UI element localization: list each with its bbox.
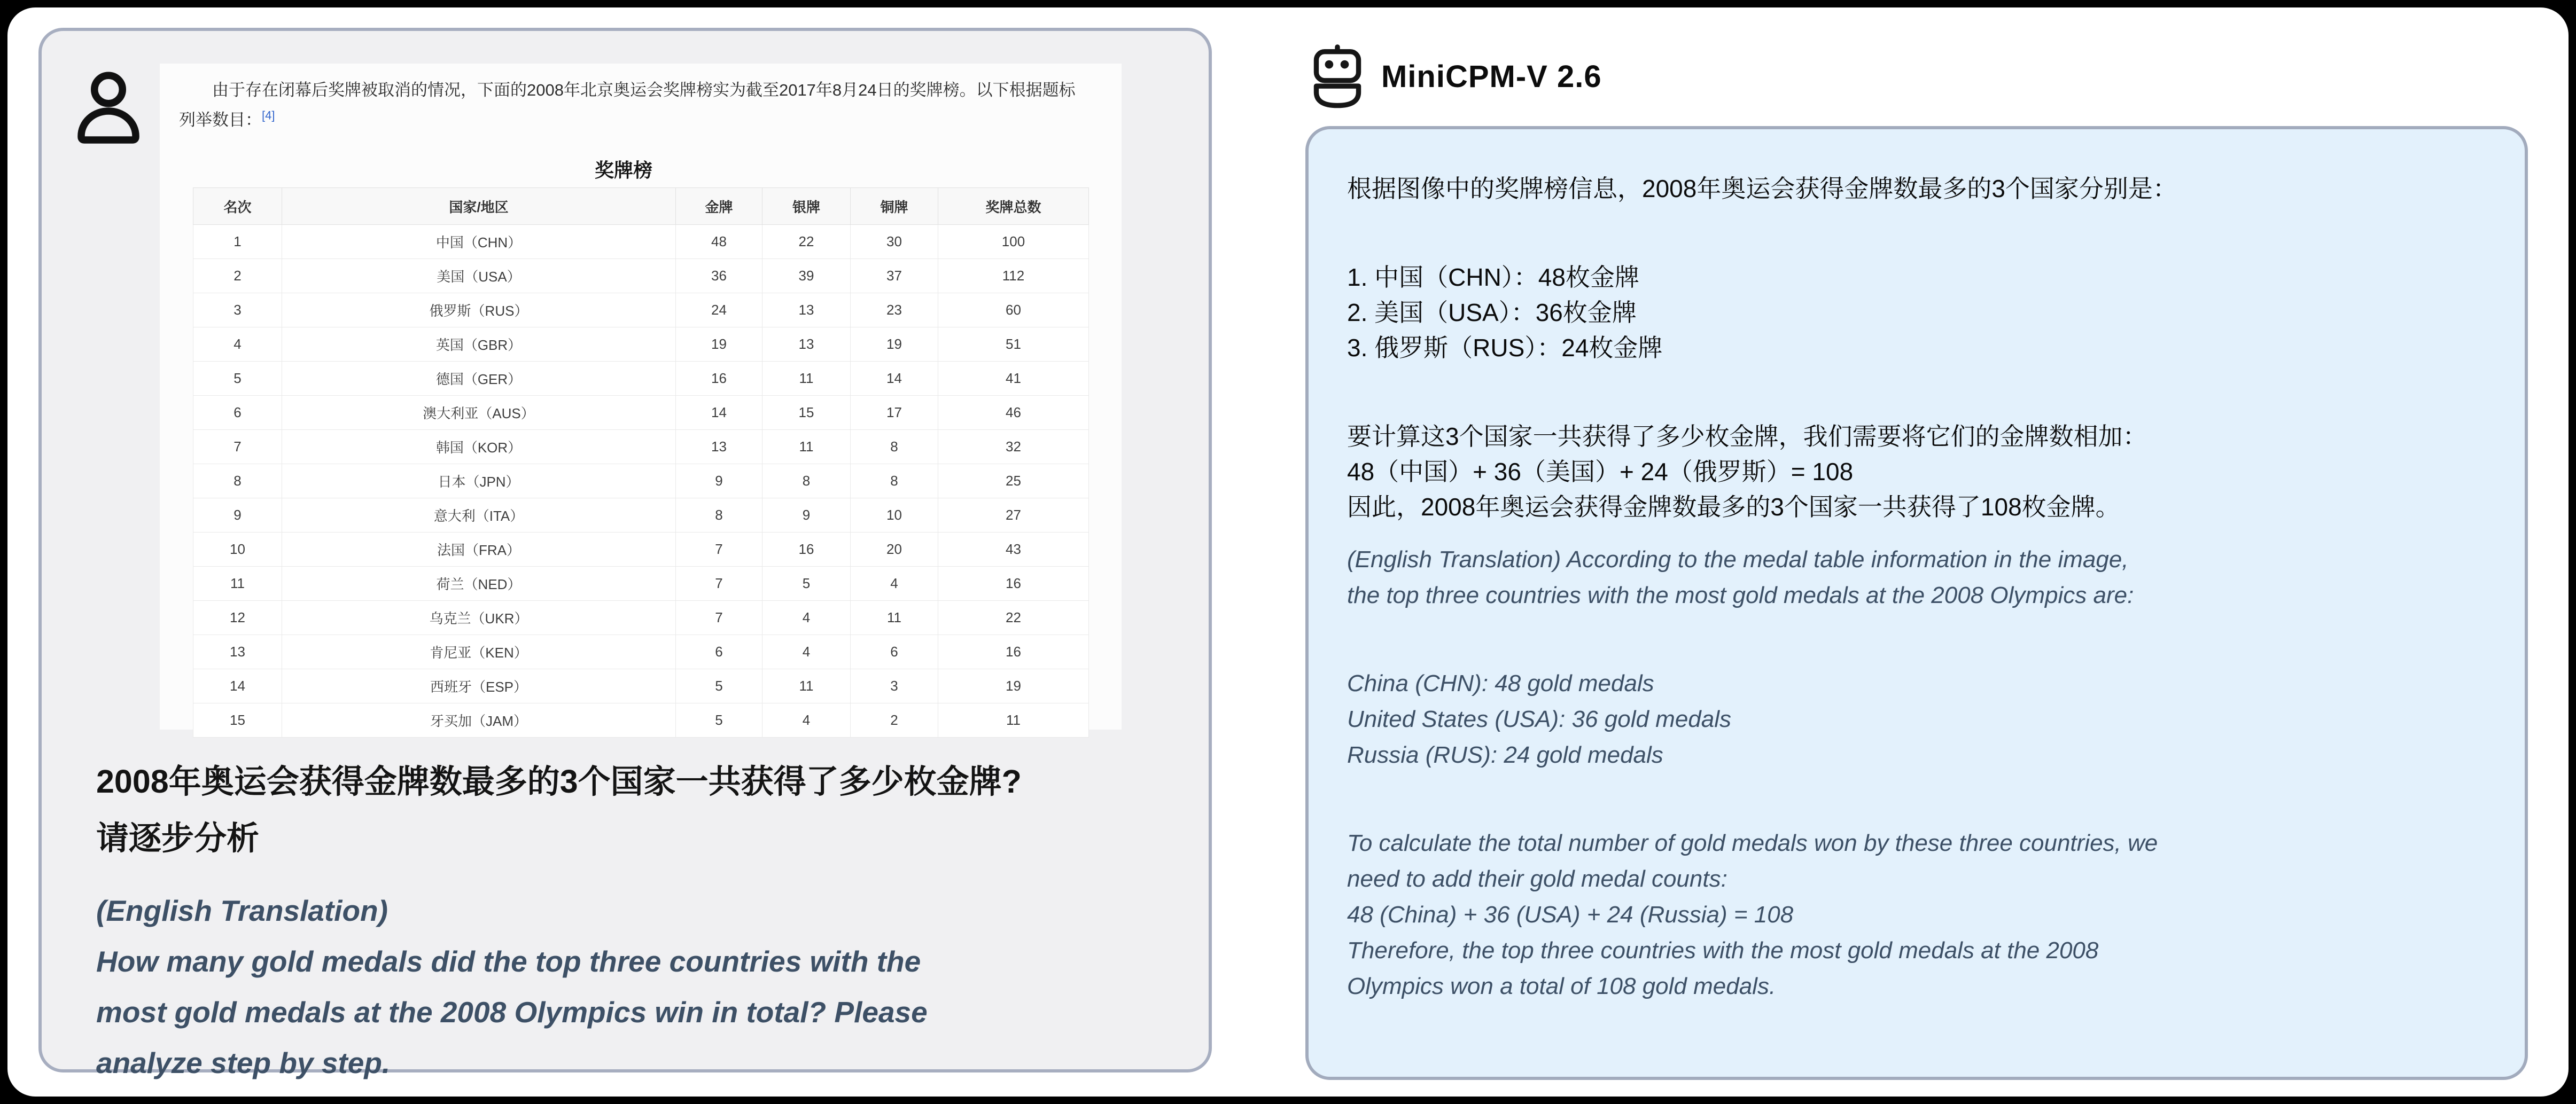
text-line: 根据图像中的奖牌榜信息，2008年奥运会获得金牌数最多的3个国家分别是： [1347,175,2177,202]
text-line: China (CHN): 48 gold medals [1347,670,1654,696]
table-cell: 8 [193,464,282,498]
citation-link: [4] [262,108,275,122]
table-cell: 43 [938,533,1089,567]
table-row [193,498,1089,533]
column-header: 银牌 [762,188,851,225]
table-cell: 51 [938,327,1089,362]
table-cell: 6 [193,396,282,430]
table-cell: 8 [762,464,851,498]
table-cell: 英国（GBR） [282,327,676,362]
table-cell: 15 [762,396,851,430]
table-cell: 14 [851,362,938,396]
table-cell: 23 [851,293,938,327]
assistant-header [1310,42,1602,111]
response-chinese [1347,171,2487,524]
table-cell: 8 [851,464,938,498]
text-line: the top three countries with the most gold medals at the 2008 Olympics are: [1347,582,2134,608]
text-line: (English Translation) [96,894,388,927]
table-cell: 西班牙（ESP） [282,669,676,703]
table-cell: 荷兰（NED） [282,567,676,601]
column-header: 奖牌总数 [938,188,1089,225]
table-cell: 19 [851,327,938,362]
table-row [193,635,1089,669]
text-line: To calculate the total number of gold medals won by these three countries, we [1347,830,2158,856]
table-cell: 4 [851,567,938,601]
table-cell: 13 [762,293,851,327]
table-cell: 36 [676,259,762,293]
table-cell: 乌克兰（UKR） [282,601,676,635]
table-cell: 5 [762,567,851,601]
text-line: Russia (RUS): 24 gold medals [1347,742,1663,768]
model-name: MiniCPM-V 2.6 [1381,59,1602,94]
table-cell: 日本（JPN） [282,464,676,498]
table-cell: 41 [938,362,1089,396]
table-cell: 7 [676,567,762,601]
table-cell: 7 [193,430,282,464]
table-cell: 13 [676,430,762,464]
table-cell: 16 [938,567,1089,601]
text-line: Therefore, the top three countries with the most gold medals at the 2008 [1347,937,2099,964]
table-row [193,396,1089,430]
table-cell: 10 [193,533,282,567]
table-cell: 11 [762,430,851,464]
text-line: 2. 美国（USA）：36枚金牌 [1347,299,1637,326]
text-line: 48 (China) + 36 (USA) + 24 (Russia) = 108 [1347,902,1794,928]
table-cell: 8 [676,498,762,533]
table-cell: 25 [938,464,1089,498]
user-icon [68,66,149,146]
table-cell: 澳大利亚（AUS） [282,396,676,430]
table-cell: 30 [851,225,938,259]
table-cell: 11 [193,567,282,601]
table-row [193,533,1089,567]
table-cell: 27 [938,498,1089,533]
table-cell: 6 [851,635,938,669]
table-cell: 4 [193,327,282,362]
table-cell: 3 [851,669,938,703]
table-cell: 100 [938,225,1089,259]
table-cell: 8 [851,430,938,464]
table-cell: 37 [851,259,938,293]
column-header: 国家/地区 [282,188,676,225]
table-cell: 19 [938,669,1089,703]
table-row [193,225,1089,259]
text-line: 请逐步分析 [96,820,260,856]
robot-icon [1310,44,1365,108]
table-cell: 16 [676,362,762,396]
table-cell: 9 [193,498,282,533]
table-row [193,669,1089,703]
table-header-row [193,188,1089,225]
table-cell: 11 [938,703,1089,738]
user-question-translation [96,886,1197,1089]
table-cell: 11 [762,669,851,703]
table-cell: 牙买加（JAM） [282,703,676,738]
table-row [193,259,1089,293]
medal-table-header [193,188,1089,225]
table-cell: 13 [193,635,282,669]
medal-table-body [193,225,1089,738]
table-cell: 意大利（ITA） [282,498,676,533]
table-cell: 46 [938,396,1089,430]
text-line: 要计算这3个国家一共获得了多少枚金牌，我们需要将它们的金牌数相加： [1347,422,2147,450]
table-cell: 48 [676,225,762,259]
column-header: 金牌 [676,188,762,225]
question-image [160,64,1122,730]
figure-page [7,7,2569,1097]
table-row [193,293,1089,327]
text-line: (English Translation) According to the medal table information in the image, [1347,546,2129,573]
text-line: analyze step by step. [96,1046,391,1079]
blank-line [1347,773,2487,825]
column-header: 铜牌 [851,188,938,225]
table-cell: 4 [762,601,851,635]
table-cell: 16 [762,533,851,567]
text-line: 因此，2008年奥运会获得金牌数最多的3个国家一共获得了108枚金牌。 [1347,493,2120,521]
text-line: United States (USA): 36 gold medals [1347,706,1732,732]
table-cell: 32 [938,430,1089,464]
table-cell: 11 [851,601,938,635]
table-cell: 11 [762,362,851,396]
text-line: 3. 俄罗斯（RUS）：24枚金牌 [1347,334,1663,362]
table-cell: 14 [676,396,762,430]
assistant-response-bubble [1305,126,2528,1080]
table-cell: 5 [676,703,762,738]
text-line: need to add their gold medal counts: [1347,866,1727,892]
user-message-panel [38,28,1212,1079]
column-header: 名次 [193,188,282,225]
table-cell: 2 [193,259,282,293]
table-cell: 39 [762,259,851,293]
table-cell: 13 [762,327,851,362]
table-cell: 24 [676,293,762,327]
table-row [193,362,1089,396]
table-cell: 5 [193,362,282,396]
blank-line [1347,365,2487,419]
table-cell: 16 [938,635,1089,669]
table-cell: 7 [676,533,762,567]
text-line: most gold medals at the 2008 Olympics win in total? Please [96,996,928,1029]
table-cell: 4 [762,635,851,669]
table-cell: 4 [762,703,851,738]
user-question-chinese [96,753,1186,866]
blank-line [1347,613,2487,665]
blank-line [1347,206,2487,260]
text-line: Olympics won a total of 108 gold medals. [1347,973,1776,999]
table-cell: 法国（FRA） [282,533,676,567]
table-cell: 10 [851,498,938,533]
table-cell: 3 [193,293,282,327]
table-cell: 7 [676,601,762,635]
table-row [193,703,1089,738]
table-row [193,567,1089,601]
medal-table [193,187,1089,738]
table-row [193,464,1089,498]
image-intro-text: 由于存在闭幕后奖牌被取消的情况，下面的2008年北京奥运会奖牌榜实为截至2017年8月24日的奖牌榜。以下根据题标列举数目：[4] [179,81,1076,129]
text-line: 1. 中国（CHN）：48枚金牌 [1347,263,1639,291]
table-cell: 1 [193,225,282,259]
table-cell: 9 [762,498,851,533]
table-cell: 12 [193,601,282,635]
table-cell: 俄罗斯（RUS） [282,293,676,327]
table-cell: 112 [938,259,1089,293]
table-row [193,327,1089,362]
table-cell: 22 [938,601,1089,635]
table-cell: 中国（CHN） [282,225,676,259]
text-line: How many gold medals did the top three countries with the [96,945,921,978]
table-cell: 60 [938,293,1089,327]
text-line: 48（中国）+ 36（美国）+ 24（俄罗斯）= 108 [1347,458,1854,486]
table-cell: 20 [851,533,938,567]
table-cell: 9 [676,464,762,498]
table-cell: 德国（GER） [282,362,676,396]
text-line: 2008年奥运会获得金牌数最多的3个国家一共获得了多少枚金牌? [96,763,1022,800]
table-cell: 5 [676,669,762,703]
response-translation [1347,542,2487,1004]
medal-table-title: 奖牌榜 [594,159,652,181]
table-cell: 17 [851,396,938,430]
table-cell: 美国（USA） [282,259,676,293]
table-cell: 15 [193,703,282,738]
table-cell: 肯尼亚（KEN） [282,635,676,669]
table-cell: 14 [193,669,282,703]
table-row [193,601,1089,635]
table-cell: 19 [676,327,762,362]
table-cell: 韩国（KOR） [282,430,676,464]
table-cell: 22 [762,225,851,259]
table-cell: 2 [851,703,938,738]
table-cell: 6 [676,635,762,669]
table-row [193,430,1089,464]
